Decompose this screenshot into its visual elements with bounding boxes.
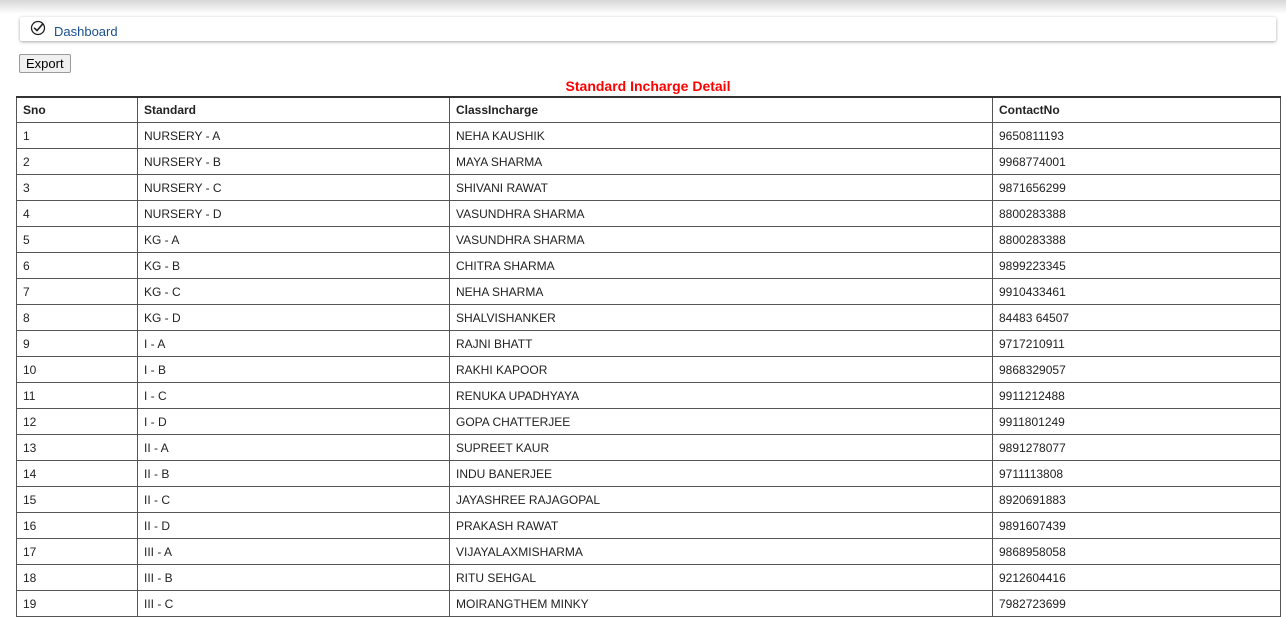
breadcrumb <box>20 17 1276 41</box>
cell-sno: 3 <box>17 175 138 201</box>
cell-standard: NURSERY - D <box>138 201 450 227</box>
cell-standard: I - B <box>138 357 450 383</box>
check-circle-icon <box>30 20 46 36</box>
cell-contactno: 9891278077 <box>993 435 1281 461</box>
cell-contactno: 9910433461 <box>993 279 1281 305</box>
cell-contactno: 9871656299 <box>993 175 1281 201</box>
cell-sno: 5 <box>17 227 138 253</box>
cell-sno: 18 <box>17 565 138 591</box>
cell-contactno: 9868329057 <box>993 357 1281 383</box>
table-header-row <box>17 97 1281 123</box>
cell-standard: I - D <box>138 409 450 435</box>
cell-standard: II - D <box>138 513 450 539</box>
cell-classincharge: JAYASHREE RAJAGOPAL <box>450 487 993 513</box>
table-row <box>17 357 1281 383</box>
cell-contactno: 9899223345 <box>993 253 1281 279</box>
cell-contactno: 8920691883 <box>993 487 1281 513</box>
cell-sno: 6 <box>17 253 138 279</box>
report-title: Standard Incharge Detail <box>565 78 731 94</box>
table-row <box>17 149 1281 175</box>
cell-sno: 12 <box>17 409 138 435</box>
cell-classincharge: RITU SEHGAL <box>450 565 993 591</box>
cell-classincharge: MAYA SHARMA <box>450 149 993 175</box>
cell-sno: 10 <box>17 357 138 383</box>
cell-contactno: 84483 64507 <box>993 305 1281 331</box>
cell-classincharge: RAJNI BHATT <box>450 331 993 357</box>
cell-classincharge: MOIRANGTHEM MINKY <box>450 591 993 617</box>
cell-sno: 4 <box>17 201 138 227</box>
column-header-sno: Sno <box>17 97 138 123</box>
cell-sno: 7 <box>17 279 138 305</box>
cell-sno: 11 <box>17 383 138 409</box>
table-row <box>17 175 1281 201</box>
cell-sno: 14 <box>17 461 138 487</box>
cell-contactno: 9868958058 <box>993 539 1281 565</box>
cell-classincharge: SHIVANI RAWAT <box>450 175 993 201</box>
cell-classincharge: NEHA KAUSHIK <box>450 123 993 149</box>
cell-classincharge: CHITRA SHARMA <box>450 253 993 279</box>
table-row <box>17 513 1281 539</box>
table-row <box>17 227 1281 253</box>
table-row <box>17 487 1281 513</box>
cell-contactno: 9717210911 <box>993 331 1281 357</box>
cell-sno: 2 <box>17 149 138 175</box>
cell-standard: I - C <box>138 383 450 409</box>
cell-classincharge: SUPREET KAUR <box>450 435 993 461</box>
cell-classincharge: RAKHI KAPOOR <box>450 357 993 383</box>
table-row <box>17 539 1281 565</box>
cell-standard: KG - A <box>138 227 450 253</box>
cell-classincharge: NEHA SHARMA <box>450 279 993 305</box>
column-header-classincharge: ClassIncharge <box>450 97 993 123</box>
cell-standard: III - B <box>138 565 450 591</box>
cell-contactno: 9911212488 <box>993 383 1281 409</box>
cell-sno: 9 <box>17 331 138 357</box>
cell-standard: II - C <box>138 487 450 513</box>
incharge-table <box>16 96 1281 617</box>
table-row <box>17 331 1281 357</box>
table-row <box>17 461 1281 487</box>
export-button[interactable]: Export <box>19 54 71 73</box>
table-row <box>17 435 1281 461</box>
cell-standard: NURSERY - B <box>138 149 450 175</box>
table-row <box>17 201 1281 227</box>
cell-standard: III - C <box>138 591 450 617</box>
cell-classincharge: RENUKA UPADHYAYA <box>450 383 993 409</box>
cell-standard: III - A <box>138 539 450 565</box>
cell-sno: 17 <box>17 539 138 565</box>
table-row <box>17 279 1281 305</box>
table-row <box>17 383 1281 409</box>
cell-sno: 1 <box>17 123 138 149</box>
table-row <box>17 305 1281 331</box>
cell-classincharge: PRAKASH RAWAT <box>450 513 993 539</box>
table-row <box>17 409 1281 435</box>
column-header-contactno: ContactNo <box>993 97 1281 123</box>
cell-standard: NURSERY - C <box>138 175 450 201</box>
cell-standard: I - A <box>138 331 450 357</box>
cell-sno: 8 <box>17 305 138 331</box>
cell-contactno: 7982723699 <box>993 591 1281 617</box>
cell-standard: KG - C <box>138 279 450 305</box>
cell-contactno: 9212604416 <box>993 565 1281 591</box>
cell-sno: 19 <box>17 591 138 617</box>
column-header-standard: Standard <box>138 97 450 123</box>
cell-classincharge: GOPA CHATTERJEE <box>450 409 993 435</box>
cell-classincharge: VASUNDHRA SHARMA <box>450 227 993 253</box>
table-row <box>17 123 1281 149</box>
cell-classincharge: VIJAYALAXMISHARMA <box>450 539 993 565</box>
table-row <box>17 253 1281 279</box>
cell-standard: KG - D <box>138 305 450 331</box>
table-row <box>17 591 1281 617</box>
cell-classincharge: SHALVISHANKER <box>450 305 993 331</box>
cell-contactno: 9911801249 <box>993 409 1281 435</box>
cell-classincharge: INDU BANERJEE <box>450 461 993 487</box>
cell-standard: KG - B <box>138 253 450 279</box>
top-shade <box>0 0 1286 14</box>
cell-contactno: 8800283388 <box>993 227 1281 253</box>
cell-contactno: 9968774001 <box>993 149 1281 175</box>
table-body <box>17 123 1281 617</box>
cell-standard: NURSERY - A <box>138 123 450 149</box>
cell-sno: 13 <box>17 435 138 461</box>
cell-standard: II - B <box>138 461 450 487</box>
cell-contactno: 9891607439 <box>993 513 1281 539</box>
cell-contactno: 9711113808 <box>993 461 1281 487</box>
dashboard-link[interactable]: Dashboard <box>54 24 118 39</box>
cell-standard: II - A <box>138 435 450 461</box>
cell-contactno: 8800283388 <box>993 201 1281 227</box>
cell-contactno: 9650811193 <box>993 123 1281 149</box>
table-row <box>17 565 1281 591</box>
cell-sno: 16 <box>17 513 138 539</box>
cell-classincharge: VASUNDHRA SHARMA <box>450 201 993 227</box>
cell-sno: 15 <box>17 487 138 513</box>
